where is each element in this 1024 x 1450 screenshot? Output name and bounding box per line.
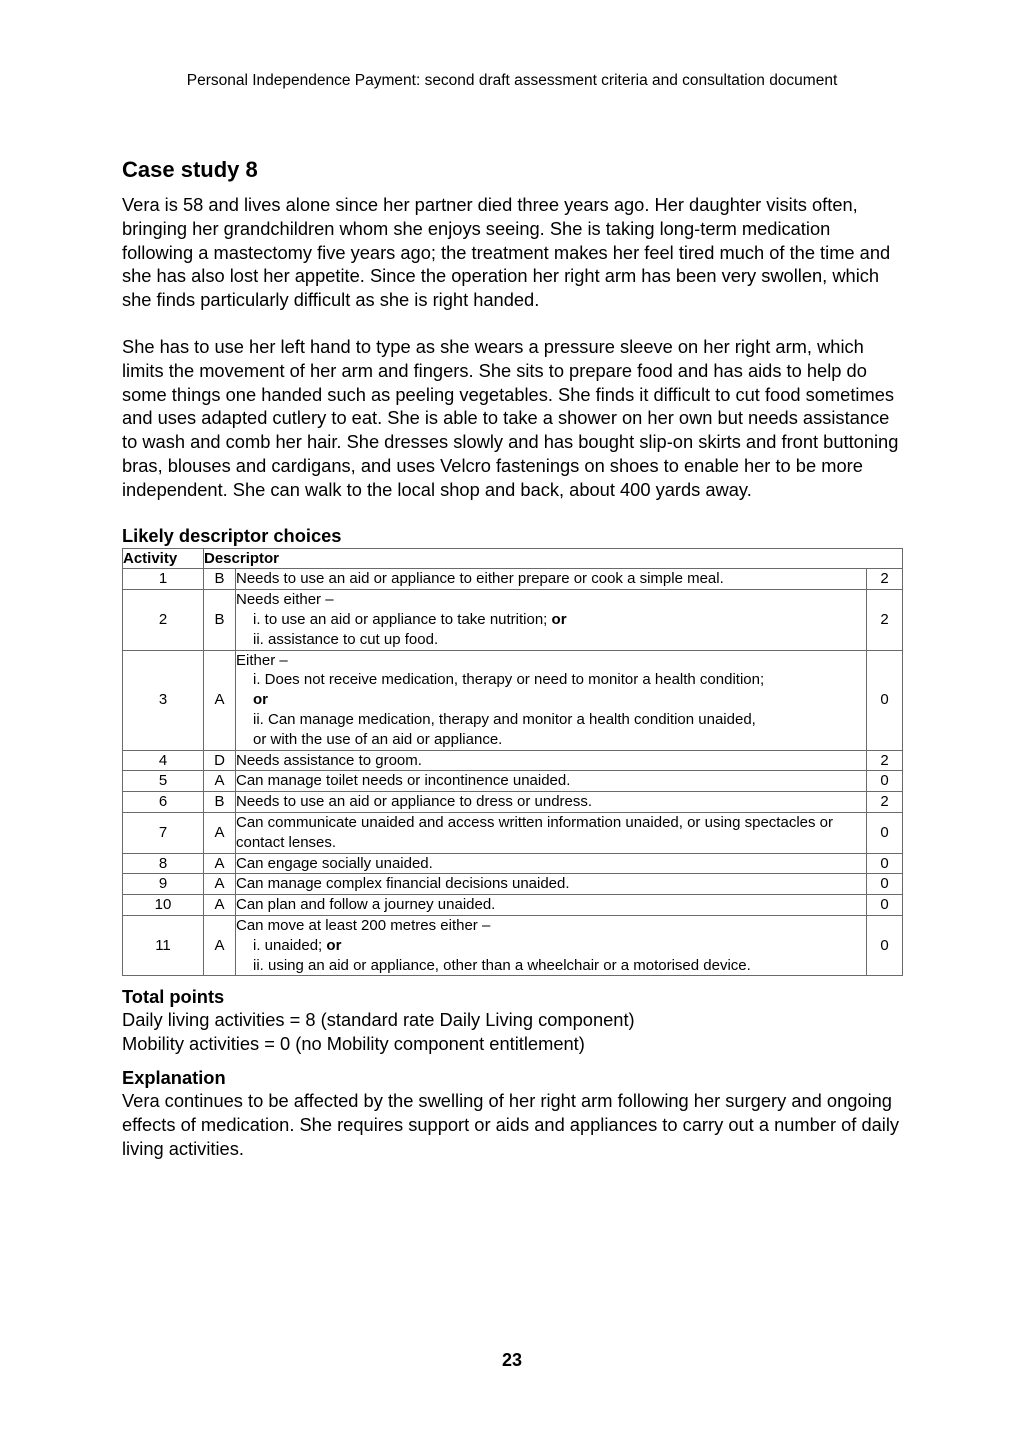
points: 0	[867, 895, 903, 916]
table-row	[123, 650, 903, 750]
descriptor-letter: A	[204, 853, 236, 874]
descriptor-letter: A	[204, 915, 236, 975]
descriptor-text	[236, 650, 867, 750]
descriptor-text: Can engage socially unaided.	[236, 853, 867, 874]
activity-number: 7	[123, 812, 204, 853]
running-header: Personal Independence Payment: second draft assessment criteria and consultation document	[186, 72, 838, 89]
col-descriptor: Descriptor	[204, 548, 903, 569]
or-connector: or	[551, 610, 567, 628]
paragraph-1: Vera is 58 and lives alone since her partner died three years ago. Her daughter visits often, bringing her grandchildren whom she enjoys seeing. She is taking long-term medication following a mastectomy five years ago; the treatment makes her feel tired much of the time and she has also lost her appetite. Since the operation her right arm has been very swollen, which she finds particularly difficult as she is right handed.	[122, 194, 891, 311]
table-row	[123, 895, 903, 916]
activity-number: 8	[123, 853, 204, 874]
descriptor-text: Can plan and follow a journey unaided.	[236, 895, 867, 916]
explanation-heading: Explanation	[122, 1067, 226, 1089]
activity-number: 10	[123, 895, 204, 916]
table-row	[123, 771, 903, 792]
descriptor-item: ii. Can manage medication, therapy and monitor a health condition unaided,	[253, 710, 756, 728]
descriptor-letter: B	[204, 569, 236, 590]
descriptor-text: Needs to use an aid or appliance to either prepare or cook a simple meal.	[236, 569, 867, 590]
points: 0	[867, 853, 903, 874]
descriptor-letter: A	[204, 895, 236, 916]
or-connector: or	[253, 691, 268, 709]
activity-number: 4	[123, 750, 204, 771]
descriptor-letter: B	[204, 792, 236, 813]
points: 2	[867, 590, 903, 650]
points: 2	[867, 750, 903, 771]
descriptor-item-continued: or with the use of an aid or appliance.	[253, 730, 503, 748]
descriptor-item: ii. using an aid or appliance, other than a wheelchair or a motorised device.	[253, 956, 751, 974]
points: 2	[867, 569, 903, 590]
table-header-row	[123, 548, 903, 569]
descriptor-letter: B	[204, 590, 236, 650]
activity-number: 11	[123, 915, 204, 975]
daily-living-total: Daily living activities = 8 (standard rate Daily Living component)	[122, 1009, 635, 1031]
table-row	[123, 874, 903, 895]
total-points-heading: Total points	[122, 986, 225, 1008]
table-row	[123, 792, 903, 813]
descriptor-text: Can manage complex financial decisions unaided.	[236, 874, 867, 895]
descriptor-lead: Can move at least 200 metres either –	[236, 916, 491, 934]
table-heading: Likely descriptor choices	[122, 524, 342, 546]
points: 0	[867, 874, 903, 895]
table-row	[123, 853, 903, 874]
descriptor-table	[122, 548, 903, 977]
descriptor-item: ii. assistance to cut up food.	[253, 630, 439, 648]
case-study-title: Case study 8	[122, 157, 258, 182]
activity-number: 5	[123, 771, 204, 792]
page-number: 23	[501, 1350, 523, 1370]
activity-number: 9	[123, 874, 204, 895]
descriptor-letter: A	[204, 771, 236, 792]
table-row	[123, 750, 903, 771]
descriptor-letter: D	[204, 750, 236, 771]
explanation-text: Vera continues to be affected by the swelling of her right arm following her surgery and ongoing effects of medication. She requires support or aids and appliances to carry out a number of daily living activities.	[122, 1090, 900, 1160]
col-activity: Activity	[123, 548, 204, 569]
descriptor-text	[236, 915, 867, 975]
descriptor-letter: A	[204, 650, 236, 750]
descriptor-item	[236, 936, 866, 956]
descriptor-letter: A	[204, 812, 236, 853]
table-row	[123, 915, 903, 975]
or-connector: or	[326, 936, 342, 954]
item-text: i. unaided;	[253, 936, 323, 954]
descriptor-lead: Needs either –	[236, 591, 334, 609]
points: 0	[867, 771, 903, 792]
item-text: i. to use an aid or appliance to take nutrition;	[253, 610, 548, 628]
descriptor-letter: A	[204, 874, 236, 895]
descriptor-item: i. Does not receive medication, therapy or need to monitor a health condition;	[253, 671, 765, 689]
descriptor-text: Needs assistance to groom.	[236, 750, 867, 771]
mobility-total: Mobility activities = 0 (no Mobility component entitlement)	[122, 1033, 585, 1055]
activity-number: 2	[123, 590, 204, 650]
points: 0	[867, 650, 903, 750]
table-row	[123, 569, 903, 590]
points: 2	[867, 792, 903, 813]
table-row	[123, 812, 903, 853]
activity-number: 1	[123, 569, 204, 590]
activity-number: 6	[123, 792, 204, 813]
descriptor-lead: Either –	[236, 651, 288, 669]
activity-number: 3	[123, 650, 204, 750]
descriptor-item	[236, 610, 866, 630]
descriptor-text	[236, 590, 867, 650]
points: 0	[867, 915, 903, 975]
descriptor-text: Needs to use an aid or appliance to dress or undress.	[236, 792, 867, 813]
table-row	[123, 590, 903, 650]
page-content	[122, 155, 904, 1161]
points: 0	[867, 812, 903, 853]
descriptor-text: Can manage toilet needs or incontinence unaided.	[236, 771, 867, 792]
descriptor-text: Can communicate unaided and access written information unaided, or using spectacles or contact lenses.	[236, 812, 867, 853]
paragraph-2: She has to use her left hand to type as she wears a pressure sleeve on her right arm, which limits the movement of her arm and fingers. She sits to prepare food and has aids to help do some things one handed such as peeling vegetables. She finds it difficult to cut food sometimes and uses adapted cutlery to eat. She is able to take a shower on her own but needs assistance to wash and comb her hair. She dresses slowly and has bought slip-on skirts and front buttoning bras, blouses and cardigans, and uses Velcro fastenings on shoes to enable her to be more independent. She can walk to the local shop and back, about 400 yards away.	[122, 335, 899, 500]
